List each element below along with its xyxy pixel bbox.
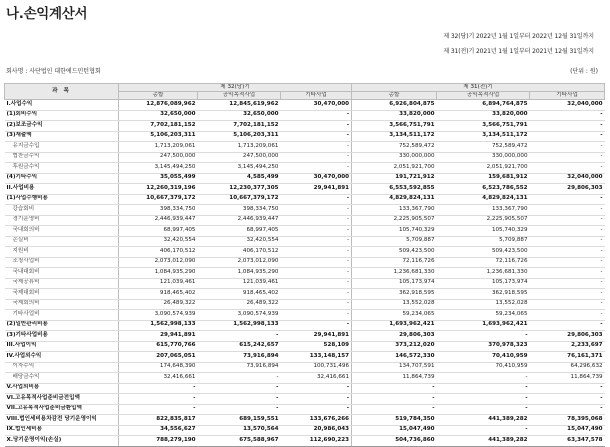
amount-cell: 32,650,000	[119, 110, 198, 121]
amount-cell: 15,047,490	[530, 425, 605, 436]
sub-header-current-total: 총합	[119, 92, 198, 100]
row-label: III.사업이익	[5, 341, 119, 352]
amount-cell: 373,212,020	[352, 341, 437, 352]
row-label: 국제공류비	[5, 278, 119, 289]
amount-cell: -	[281, 278, 352, 289]
amount-cell: -	[281, 236, 352, 247]
sub-header-previous-total: 총합	[352, 92, 437, 100]
table-row	[5, 121, 605, 132]
row-label: 강습회비	[5, 205, 119, 216]
amount-cell: 3,090,574,939	[198, 310, 281, 321]
amount-cell: 78,395,068	[530, 415, 605, 426]
table-row	[5, 373, 605, 384]
amount-cell: 3,134,511,172	[352, 131, 437, 142]
amount-cell: 13,570,564	[198, 425, 281, 436]
amount-cell: 1,084,935,290	[198, 268, 281, 279]
amount-cell: -	[281, 163, 352, 174]
table-row	[5, 257, 605, 268]
amount-cell: -	[530, 194, 605, 205]
amount-cell: 29,941,891	[281, 331, 352, 342]
row-label: 기타사업비	[5, 310, 119, 321]
table-row	[5, 247, 605, 258]
income-statement-table	[4, 83, 605, 447]
amount-cell: -	[198, 383, 281, 394]
table-row	[5, 194, 605, 205]
table-row	[5, 310, 605, 321]
current-period-range: 제 32(당)기 2022년 1월 1일부터 2022년 12월 31일까지	[443, 33, 594, 40]
amount-cell: 406,170,512	[119, 247, 198, 258]
amount-cell: 689,159,551	[198, 415, 281, 426]
amount-cell: 330,000,000	[352, 152, 437, 163]
amount-cell: 2,446,939,447	[198, 215, 281, 226]
row-label: 국제회의비	[5, 299, 119, 310]
amount-cell: -	[530, 383, 605, 394]
amount-cell: -	[281, 383, 352, 394]
row-label: 국제대회비	[5, 289, 119, 300]
table-row	[5, 152, 605, 163]
amount-cell: -	[530, 215, 605, 226]
amount-cell: 32,650,000	[198, 110, 281, 121]
row-label: (4)기타수익	[5, 173, 119, 184]
amount-cell: 29,806,303	[352, 331, 437, 342]
table-row	[5, 352, 605, 363]
amount-cell: -	[530, 152, 605, 163]
row-label: 지원비	[5, 247, 119, 258]
amount-cell: 6,894,764,875	[437, 100, 530, 111]
amount-cell: 100,731,496	[281, 362, 352, 373]
amount-cell: -	[281, 404, 352, 415]
amount-cell: 10,667,379,172	[198, 194, 281, 205]
amount-cell: 247,500,000	[198, 152, 281, 163]
amount-cell: 4,829,824,131	[437, 194, 530, 205]
amount-cell: 33,820,000	[437, 110, 530, 121]
amount-cell: 2,225,905,507	[352, 215, 437, 226]
amount-cell: -	[281, 247, 352, 258]
amount-cell: -	[530, 310, 605, 321]
amount-cell: -	[437, 331, 530, 342]
amount-cell: 822,835,817	[119, 415, 198, 426]
amount-cell: 788,279,190	[119, 436, 198, 447]
amount-cell: 918,465,402	[198, 289, 281, 300]
amount-cell: 70,410,959	[437, 352, 530, 363]
amount-cell: 6,926,804,875	[352, 100, 437, 111]
amount-cell: 441,389,282	[437, 415, 530, 426]
table-row	[5, 205, 605, 216]
amount-cell: 528,109	[281, 341, 352, 352]
row-label: (2)보조금수익	[5, 121, 119, 132]
amount-cell: -	[198, 394, 281, 405]
amount-cell: 330,000,000	[437, 152, 530, 163]
amount-cell: 29,806,303	[530, 184, 605, 195]
amount-cell: -	[352, 383, 437, 394]
amount-cell: -	[281, 110, 352, 121]
amount-cell: 6,553,592,855	[352, 184, 437, 195]
amount-cell: 2,051,921,700	[352, 163, 437, 174]
amount-cell: -	[281, 142, 352, 153]
organization-name: 회사명 : 사단법인 대한에드민턴협회	[6, 68, 101, 75]
amount-cell: 32,420,554	[119, 236, 198, 247]
amount-cell: 5,106,203,311	[119, 131, 198, 142]
row-label: VII.고유목적사업준비금환입액	[5, 404, 119, 415]
amount-cell: -	[281, 152, 352, 163]
table-row	[5, 278, 605, 289]
amount-cell: 1,713,209,061	[119, 142, 198, 153]
amount-cell: 3,566,751,791	[437, 121, 530, 132]
amount-cell: 362,918,595	[437, 289, 530, 300]
amount-cell: 105,740,329	[352, 226, 437, 237]
amount-cell: 509,423,500	[352, 247, 437, 258]
amount-cell: 68,997,405	[198, 226, 281, 237]
amount-cell: 73,916,894	[198, 362, 281, 373]
amount-cell: 12,230,377,305	[198, 184, 281, 195]
amount-cell: 509,423,500	[437, 247, 530, 258]
amount-cell: 2,073,012,090	[119, 257, 198, 268]
amount-cell: -	[530, 247, 605, 258]
amount-cell: 370,978,323	[437, 341, 530, 352]
sub-header-previous-other: 기타사업	[530, 92, 605, 100]
row-label: 후원금수익	[5, 163, 119, 174]
amount-cell: 752,589,472	[352, 142, 437, 153]
amount-cell: 32,416,661	[119, 373, 198, 384]
amount-cell: 1,693,962,421	[437, 320, 530, 331]
amount-cell: 32,040,000	[530, 100, 605, 111]
amount-cell: -	[530, 131, 605, 142]
row-label: 이자수익	[5, 362, 119, 373]
amount-cell: -	[281, 121, 352, 132]
row-label: (3)재출액	[5, 131, 119, 142]
amount-cell: 11,864,739	[352, 373, 437, 384]
table-row	[5, 163, 605, 174]
amount-cell: -	[281, 310, 352, 321]
amount-cell: 159,681,912	[437, 173, 530, 184]
amount-cell: -	[352, 404, 437, 415]
document-title: 나.손익계산서	[6, 6, 88, 22]
amount-cell: 3,090,574,939	[119, 310, 198, 321]
amount-cell: 26,489,322	[198, 299, 281, 310]
subject-header: 과 목	[5, 84, 119, 100]
amount-cell: 133,148,157	[281, 352, 352, 363]
amount-cell: -	[198, 331, 281, 342]
amount-cell: 3,134,511,172	[437, 131, 530, 142]
amount-cell: 133,367,790	[352, 205, 437, 216]
amount-cell: 4,585,499	[198, 173, 281, 184]
row-label: 조청사업비	[5, 257, 119, 268]
amount-cell: 12,260,319,196	[119, 184, 198, 195]
table-row	[5, 362, 605, 373]
amount-cell: 2,233,697	[530, 341, 605, 352]
row-label: II.사업비용	[5, 184, 119, 195]
row-label: VI.고유목적사업준비금전입액	[5, 394, 119, 405]
row-label: (1)회비수익	[5, 110, 119, 121]
amount-cell: 12,845,619,962	[198, 100, 281, 111]
amount-cell: 73,916,894	[198, 352, 281, 363]
amount-cell: 59,234,065	[352, 310, 437, 321]
previous-period-header: 제 31(전)기	[352, 84, 605, 92]
amount-cell: 121,039,461	[119, 278, 198, 289]
amount-cell: 35,055,499	[119, 173, 198, 184]
table-row	[5, 131, 605, 142]
amount-cell: 68,997,405	[119, 226, 198, 237]
sub-header-previous-public: 공익목적사업	[437, 92, 530, 100]
amount-cell: -	[530, 121, 605, 132]
amount-cell: 32,416,661	[281, 373, 352, 384]
amount-cell: 362,918,595	[352, 289, 437, 300]
row-label: 협찬금수익	[5, 152, 119, 163]
amount-cell: 5,709,887	[352, 236, 437, 247]
amount-cell: 4,829,824,131	[352, 194, 437, 205]
amount-cell: -	[281, 205, 352, 216]
amount-cell: 29,806,303	[530, 331, 605, 342]
amount-cell: 134,707,591	[352, 362, 437, 373]
amount-cell: -	[530, 163, 605, 174]
amount-cell: 406,170,512	[198, 247, 281, 258]
table-row	[5, 404, 605, 415]
amount-cell: 1,713,209,061	[198, 142, 281, 153]
amount-cell: -	[437, 373, 530, 384]
amount-cell: 11,864,739	[530, 373, 605, 384]
table-row	[5, 436, 605, 447]
amount-cell: 2,446,939,447	[119, 215, 198, 226]
amount-cell: -	[530, 205, 605, 216]
amount-cell: -	[530, 278, 605, 289]
table-row	[5, 383, 605, 394]
amount-cell: 398,334,750	[119, 205, 198, 216]
amount-cell: 918,465,402	[119, 289, 198, 300]
amount-cell: 615,770,766	[119, 341, 198, 352]
amount-cell: -	[119, 383, 198, 394]
amount-cell: 112,690,223	[281, 436, 352, 447]
amount-cell: 30,470,000	[281, 100, 352, 111]
amount-cell: 2,225,905,507	[437, 215, 530, 226]
amount-cell: 1,236,681,330	[437, 268, 530, 279]
table-row	[5, 226, 605, 237]
amount-cell: -	[530, 142, 605, 153]
amount-cell: -	[198, 404, 281, 415]
table-row	[5, 415, 605, 426]
amount-cell: 519,784,350	[352, 415, 437, 426]
currency-unit: (단위 : 원)	[570, 68, 598, 75]
amount-cell: 29,941,891	[281, 184, 352, 195]
amount-cell: 615,242,657	[198, 341, 281, 352]
amount-cell: -	[530, 299, 605, 310]
table-row	[5, 320, 605, 331]
amount-cell: 3,145,494,250	[198, 163, 281, 174]
amount-cell: -	[437, 404, 530, 415]
amount-cell: 247,500,000	[119, 152, 198, 163]
amount-cell: -	[281, 268, 352, 279]
amount-cell: 105,740,329	[437, 226, 530, 237]
table-row	[5, 236, 605, 247]
sub-header-current-other: 기타사업	[281, 92, 352, 100]
table-row	[5, 299, 605, 310]
row-label: VIII.법인세비용차감전 당기운영이익	[5, 415, 119, 426]
amount-cell: 72,116,726	[437, 257, 530, 268]
amount-cell: -	[281, 257, 352, 268]
amount-cell: 34,556,627	[119, 425, 198, 436]
amount-cell: 6,523,786,552	[437, 184, 530, 195]
amount-cell: 26,489,322	[119, 299, 198, 310]
row-label: 경기운영비	[5, 215, 119, 226]
amount-cell: 133,367,790	[437, 205, 530, 216]
row-label: 배당금수익	[5, 373, 119, 384]
amount-cell: 20,986,043	[281, 425, 352, 436]
amount-cell: 504,736,860	[352, 436, 437, 447]
amount-cell: -	[437, 394, 530, 405]
row-label: 국내회의비	[5, 226, 119, 237]
amount-cell: 59,234,065	[437, 310, 530, 321]
amount-cell: -	[281, 320, 352, 331]
amount-cell: 7,702,181,152	[119, 121, 198, 132]
amount-cell: 191,721,912	[352, 173, 437, 184]
table-row	[5, 173, 605, 184]
amount-cell: -	[119, 394, 198, 405]
amount-cell: -	[437, 425, 530, 436]
amount-cell: 5,106,203,311	[198, 131, 281, 142]
amount-cell: -	[281, 131, 352, 142]
amount-cell: 2,051,921,700	[437, 163, 530, 174]
amount-cell: -	[437, 383, 530, 394]
amount-cell: -	[530, 394, 605, 405]
row-label: IV.사업외수익	[5, 352, 119, 363]
amount-cell: -	[530, 226, 605, 237]
amount-cell: 1,562,998,133	[119, 320, 198, 331]
amount-cell: 13,552,028	[352, 299, 437, 310]
amount-cell: 32,420,554	[198, 236, 281, 247]
current-period-header: 제 32(당)기	[119, 84, 352, 92]
amount-cell: 752,589,472	[437, 142, 530, 153]
table-row	[5, 110, 605, 121]
table-row	[5, 100, 605, 111]
amount-cell: 1,084,935,290	[119, 268, 198, 279]
amount-cell: 398,334,750	[198, 205, 281, 216]
row-label: V.사업외비용	[5, 383, 119, 394]
amount-cell: 441,389,282	[437, 436, 530, 447]
amount-cell: 76,161,371	[530, 352, 605, 363]
amount-cell: 3,145,494,250	[119, 163, 198, 174]
amount-cell: -	[281, 215, 352, 226]
row-label: I.사업수익	[5, 100, 119, 111]
table-row	[5, 215, 605, 226]
amount-cell: 30,470,000	[281, 173, 352, 184]
table-row	[5, 289, 605, 300]
previous-period-range: 제 31(전)기 2021년 1월 1일부터 2021년 12월 31일까지	[443, 48, 594, 55]
amount-cell: 33,820,000	[352, 110, 437, 121]
row-label: (2)일반관리비용	[5, 320, 119, 331]
amount-cell: 1,236,681,330	[352, 268, 437, 279]
amount-cell: -	[530, 110, 605, 121]
amount-cell: 174,648,390	[119, 362, 198, 373]
amount-cell: 2,073,012,090	[198, 257, 281, 268]
amount-cell: -	[281, 394, 352, 405]
amount-cell: -	[530, 236, 605, 247]
amount-cell: -	[119, 404, 198, 415]
amount-cell: 12,876,089,962	[119, 100, 198, 111]
amount-cell: 121,039,461	[198, 278, 281, 289]
amount-cell: 1,693,962,421	[352, 320, 437, 331]
amount-cell: 10,667,379,172	[119, 194, 198, 205]
amount-cell: 105,173,974	[437, 278, 530, 289]
amount-cell: -	[281, 289, 352, 300]
amount-cell: 675,588,967	[198, 436, 281, 447]
amount-cell: 13,552,028	[437, 299, 530, 310]
amount-cell: -	[530, 257, 605, 268]
amount-cell: -	[530, 404, 605, 415]
amount-cell: 3,566,751,791	[352, 121, 437, 132]
table-row	[5, 142, 605, 153]
table-row	[5, 341, 605, 352]
amount-cell: 207,065,051	[119, 352, 198, 363]
table-row	[5, 331, 605, 342]
row-label: 국내대회비	[5, 268, 119, 279]
amount-cell: -	[281, 194, 352, 205]
table-row	[5, 394, 605, 405]
amount-cell: 1,562,998,133	[198, 320, 281, 331]
statement-rows	[5, 100, 605, 447]
row-label: 손실비	[5, 236, 119, 247]
amount-cell: -	[352, 394, 437, 405]
row-label: (3)기타사업비용	[5, 331, 119, 342]
amount-cell: 15,047,490	[352, 425, 437, 436]
row-label: X.당기운영이익(손실)	[5, 436, 119, 447]
amount-cell: -	[530, 289, 605, 300]
amount-cell: 5,709,887	[437, 236, 530, 247]
amount-cell: -	[198, 373, 281, 384]
amount-cell: 105,173,974	[352, 278, 437, 289]
amount-cell: 72,116,726	[352, 257, 437, 268]
row-label: 유지금수입	[5, 142, 119, 153]
amount-cell: 32,040,000	[530, 173, 605, 184]
amount-cell: -	[530, 320, 605, 331]
amount-cell: 7,702,181,152	[198, 121, 281, 132]
amount-cell: 146,572,330	[352, 352, 437, 363]
row-label: (1)사업수행비용	[5, 194, 119, 205]
table-row	[5, 425, 605, 436]
amount-cell: 63,347,578	[530, 436, 605, 447]
amount-cell: 29,941,891	[119, 331, 198, 342]
amount-cell: 64,296,632	[530, 362, 605, 373]
amount-cell: 70,410,959	[437, 362, 530, 373]
row-label: IX.법인세비용	[5, 425, 119, 436]
amount-cell: -	[530, 268, 605, 279]
table-row	[5, 184, 605, 195]
table-row	[5, 268, 605, 279]
amount-cell: -	[281, 299, 352, 310]
amount-cell: -	[281, 226, 352, 237]
sub-header-current-public: 공익목적사업	[198, 92, 281, 100]
amount-cell: 133,676,266	[281, 415, 352, 426]
